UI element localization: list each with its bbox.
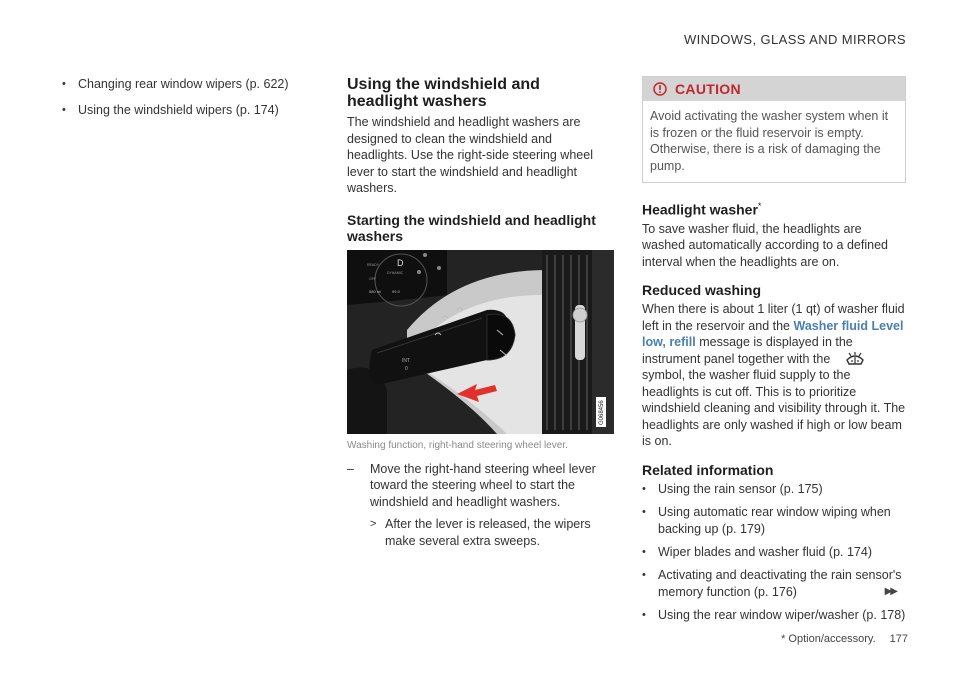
- continue-arrow-icon: ▶▶: [884, 586, 896, 597]
- warning-icon: [653, 82, 667, 96]
- washer-fluid-message: Washer fluid Level low, refill: [642, 318, 904, 350]
- link-changing-rear-wipers[interactable]: • Changing rear window wipers (p. 622): [62, 76, 312, 93]
- link-rain-sensor[interactable]: • Using the rain sensor (p. 175): [642, 481, 906, 498]
- page-number: 177: [889, 633, 908, 645]
- link-rain-sensor-memory[interactable]: • Activating and deactivating the rain sensor's memory function (p. 176): [642, 567, 906, 601]
- section-title: WINDOWS, GLASS AND MIRRORS: [683, 32, 906, 47]
- link-wiper-blades[interactable]: • Wiper blades and washer fluid (p. 174): [642, 544, 906, 561]
- link-rear-wiper-washer[interactable]: • Using the rear window wiper/washer (p. 178): [642, 607, 906, 624]
- related-information-list: [642, 481, 906, 624]
- ready-label: READY: [367, 262, 380, 267]
- svg-text:0: 0: [405, 365, 408, 372]
- washers-column: [347, 76, 615, 549]
- related-links-list: [62, 76, 312, 119]
- reduced-washing-heading: Reduced washing: [642, 282, 762, 299]
- headlight-washer-text: To save washer fluid, the headlights are washed automatically according to a defined interval when the headlights are on.: [642, 221, 888, 269]
- caution-header: [643, 77, 905, 101]
- step-marker: –: [347, 461, 354, 476]
- link-using-windshield-wipers[interactable]: • Using the windshield wipers (p. 174): [62, 102, 312, 119]
- dynamic-label: DYNAMIC: [387, 270, 404, 275]
- headlight-washer-heading: Headlight washer*: [642, 201, 762, 218]
- washer-fluid-icon: [844, 351, 866, 367]
- trip-readout: 99.9: [392, 288, 400, 294]
- image-id-label: G068456: [599, 399, 605, 425]
- reduced-washing-text: When there is about 1 liter (1 qt) of washer fluid left in the reservoir and the Washer fluid Level low, refill message is displayed in the instrument panel together with thesymbol, the washer fluid supply to the headlights is cut off. This is to prioritize windshield cleaning and visibility through it. The headlights are only washed if high or low beam is on.: [642, 302, 906, 449]
- info-column: [642, 76, 906, 630]
- caution-box: [642, 76, 906, 183]
- option-footnote: * Option/accessory.: [781, 633, 876, 645]
- related-information-heading: Related information: [642, 461, 774, 478]
- step-move-lever: [347, 461, 615, 511]
- caution-text: Avoid activating the washer system when it is frozen or the fluid reservoir is empty. Otherwise, there is a risk of damaging the pump.: [650, 109, 889, 173]
- caution-title: CAUTION: [675, 81, 741, 97]
- substep-marker: >: [370, 518, 377, 530]
- step-text: Move the right-hand steering wheel lever toward the steering wheel to start the windshield and headlight washers.: [370, 461, 596, 509]
- page-footer: [781, 633, 908, 645]
- intro-paragraph: The windshield and headlight washers are designed to clean the windshield and headlights. Use the right-side steering wheel lever to start the windshield and headlight washers.: [347, 115, 593, 195]
- figure-caption: Washing function, right-hand steering wheel lever.: [347, 439, 568, 451]
- substep-text: After the lever is released, the wipers make several extra sweeps.: [385, 517, 591, 548]
- related-links-column: [62, 76, 312, 128]
- substep-extra-sweeps: [347, 516, 615, 549]
- gear-indicator: D: [397, 257, 404, 268]
- steering-lever-illustration: [347, 250, 614, 434]
- section-heading: Using the windshield and headlight washers: [347, 76, 540, 110]
- lever-diagram: [347, 250, 614, 434]
- subheading-starting-washers: Starting the windshield and headlight washers: [347, 211, 596, 244]
- link-auto-rear-wiping[interactable]: • Using automatic rear window wiping when backing up (p. 179): [642, 504, 906, 538]
- off-label: OFF: [369, 276, 376, 281]
- option-asterisk: *: [757, 201, 762, 211]
- svg-text:INT: INT: [402, 357, 411, 364]
- odometer-readout: 580 mi: [369, 288, 382, 294]
